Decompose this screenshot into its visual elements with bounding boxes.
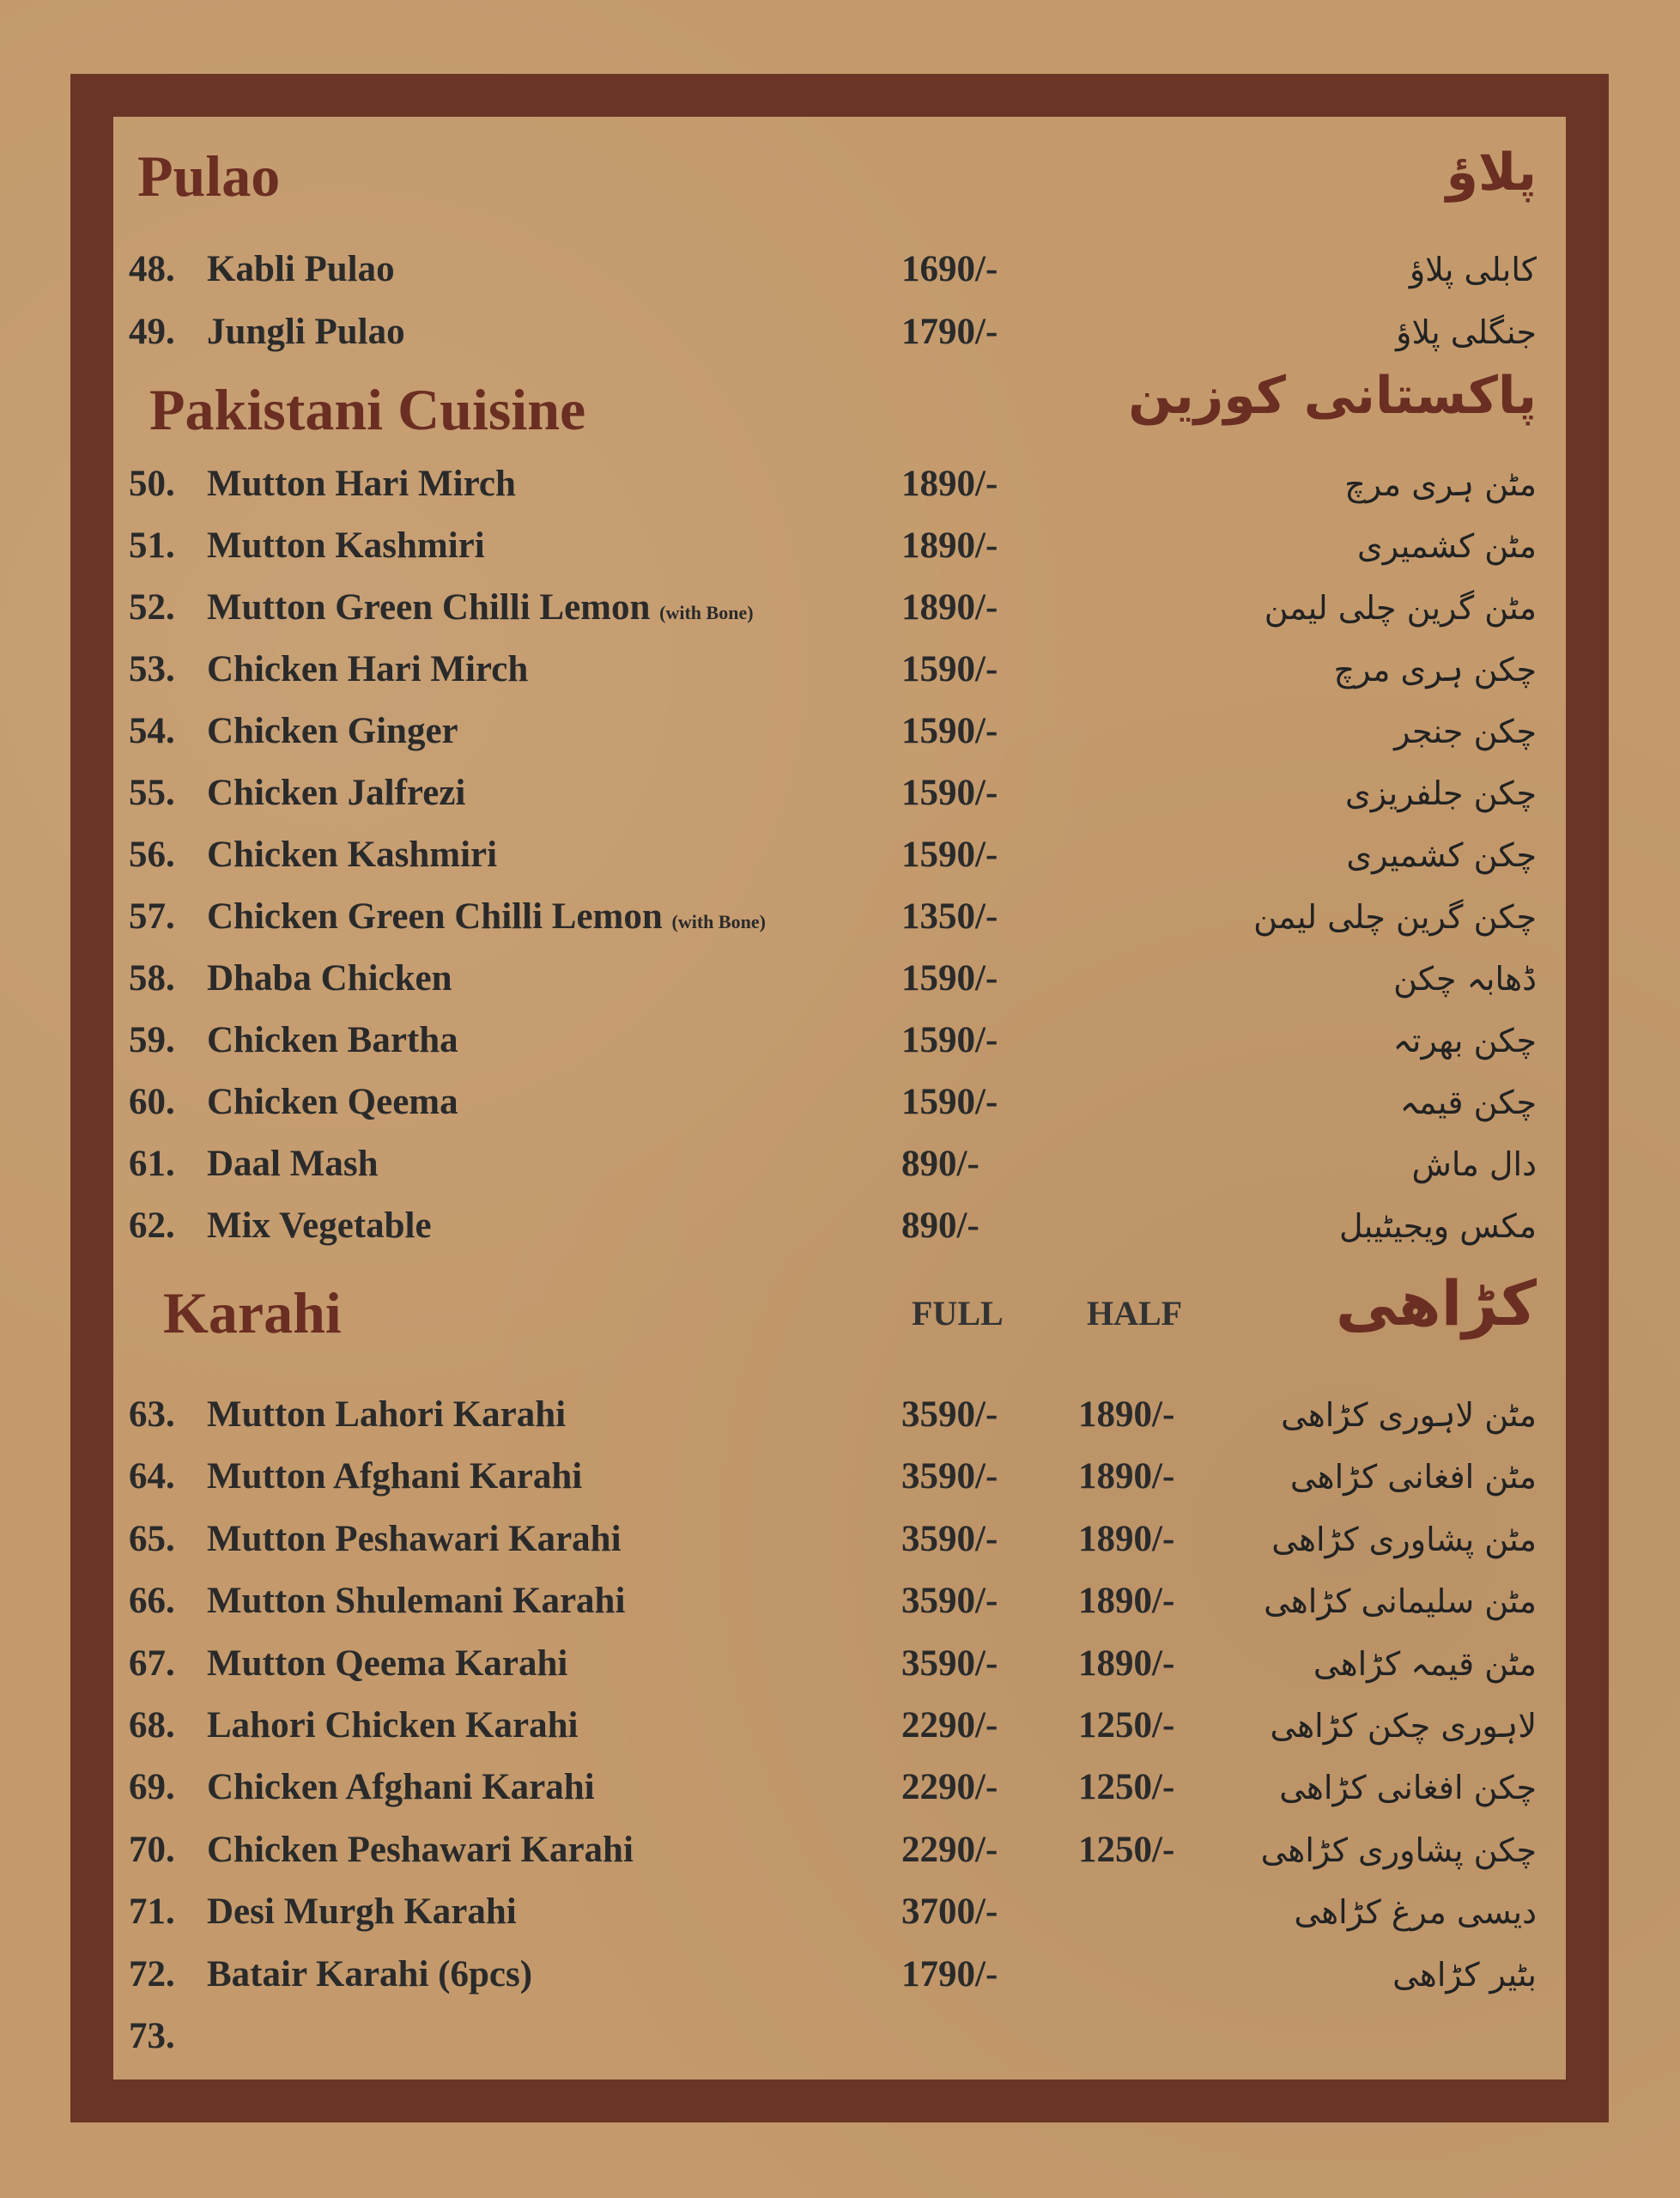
item-price-full: 3590/- [901,1394,998,1435]
item-number: 49. [129,312,175,352]
item-name-urdu: ڈھابہ چکن [1393,960,1537,998]
item-name-text: Chicken Ginger [207,711,458,751]
item-price-half: 1250/- [1078,1829,1175,1870]
item-price-full: 3590/- [901,1456,998,1497]
item-name [207,1825,634,1876]
item-name-urdu: مٹن ہری مرچ [1344,465,1537,503]
item-price: 1590/- [901,835,998,875]
menu-item-row [113,768,1566,819]
item-price-full: 2290/- [901,1705,998,1746]
item-price: 890/- [901,1205,979,1246]
menu-item-row [113,829,1566,881]
item-name-urdu: کابلی پلاؤ [1409,251,1537,288]
item-name-text: Mutton Afghani Karahi [207,1456,583,1497]
item-price-half: 1890/- [1078,1581,1175,1622]
column-header-half: HALF [1087,1294,1183,1333]
item-price: 1890/- [901,464,998,504]
item-name-urdu: دال ماش [1411,1145,1537,1183]
item-name-text: Mutton Shulemani Karahi [207,1581,626,1622]
menu-item-row [113,1200,1566,1252]
item-number: 60. [129,1082,175,1122]
item-name [207,1514,622,1565]
item-number: 53. [129,649,175,689]
item-name-text: Mix Vegetable [207,1205,432,1246]
item-number: 65. [129,1518,175,1559]
item-name-urdu: مٹن سلیمانی کڑاھی [1264,1582,1537,1621]
item-name-text: Chicken Jalfrezi [207,773,466,813]
item-price-half: 1890/- [1078,1394,1175,1435]
item-name-text: Mutton Qeema Karahi [207,1642,568,1684]
item-price: 1590/- [901,958,998,999]
item-name-urdu: چکن ہری مرچ [1333,651,1537,689]
item-number: 67. [129,1642,175,1684]
item-name [207,829,497,881]
menu-item-row [113,1576,1566,1627]
menu-item-row [113,1886,1566,1938]
item-number: 61. [129,1144,175,1184]
item-price-full: 1790/- [901,1953,998,1995]
menu-item-row [113,1077,1566,1128]
item-note: (with Bone) [659,602,754,623]
menu-item-row [113,1138,1566,1190]
item-number: 66. [129,1581,175,1622]
item-name [207,244,395,295]
item-price: 1790/- [901,312,998,352]
item-name-urdu: دیسی مرغ کڑاھی [1294,1893,1537,1932]
section-title-pakistani-cuisine-urdu: پاکستانی کوزین [1128,366,1537,426]
section-title-pulao-urdu: پلاؤ [1446,143,1537,203]
item-name-text: Chicken Kashmiri [207,835,498,875]
item-name [207,891,766,948]
item-price: 890/- [901,1144,979,1184]
item-name [207,644,528,695]
item-name-urdu: چکن گرین چلی لیمن [1253,898,1537,936]
item-price: 1590/- [901,773,998,813]
item-number: 72. [129,1953,175,1995]
item-name-text: Mutton Kashmiri [207,525,485,566]
item-name [207,1200,432,1252]
item-number: 62. [129,1205,175,1246]
item-price-half: 1890/- [1078,1642,1175,1684]
item-price-half: 1250/- [1078,1705,1175,1746]
section-title-karahi-urdu: کڑاھی [1335,1267,1537,1339]
item-number: 69. [129,1767,175,1808]
section-title-pakistani-cuisine: Pakistani Cuisine [149,377,586,442]
item-name [207,1015,458,1066]
item-number: 68. [129,1705,175,1746]
menu-item-row [113,1015,1566,1066]
item-price-full: 2290/- [901,1829,998,1870]
item-name-urdu: چکن جنجر [1394,713,1537,750]
item-name [207,953,452,1005]
menu-item-row [113,1451,1566,1503]
item-name-urdu: چکن پشاوری کڑاھی [1260,1831,1537,1869]
item-number: 63. [129,1394,175,1435]
menu-item-row [113,458,1566,510]
section-title-karahi: Karahi [163,1280,342,1345]
menu-item-row [113,582,1566,634]
menu-item-row [113,891,1566,943]
item-name-text: Batair Karahi (6pcs) [207,1953,533,1995]
menu-item-row [113,1825,1566,1876]
item-price-full: 3590/- [901,1642,998,1684]
item-name [207,1638,567,1690]
item-price: 1590/- [901,649,998,689]
menu-item-row [113,1762,1566,1813]
item-number: 55. [129,773,175,813]
item-name [207,1886,517,1938]
item-name [207,1700,578,1752]
item-name [207,1077,458,1128]
item-price-half: 1890/- [1078,1456,1175,1497]
item-price: 1690/- [901,249,998,289]
item-name-text: Kabli Pulao [207,249,395,289]
item-number: 56. [129,835,175,875]
menu-item-row [113,2011,1566,2062]
item-price-half: 1250/- [1078,1767,1175,1808]
item-number: 54. [129,711,175,751]
item-name-urdu: چکن کشمیری [1346,836,1537,874]
item-name-text: Lahori Chicken Karahi [207,1705,579,1746]
item-name [207,582,754,639]
item-price-full: 2290/- [901,1767,998,1808]
section-title-pulao: Pulao [137,143,281,209]
item-name-text: Dhaba Chicken [207,958,452,999]
item-number: 52. [129,587,175,628]
menu-item-row [113,644,1566,695]
menu-item-row [113,307,1566,358]
item-name-urdu: لاہوری چکن کڑاھی [1270,1707,1537,1745]
item-note: (with Bone) [671,911,766,932]
item-name-urdu: جنگلی پلاؤ [1396,313,1537,351]
item-name-text: Chicken Green Chilli Lemon [207,896,663,937]
item-price: 1590/- [901,1020,998,1060]
item-name [207,1451,582,1503]
item-number: 73. [129,2016,175,2056]
item-name [207,1949,532,2001]
item-name-urdu: چکن قیمہ [1399,1084,1537,1121]
item-name [207,1576,625,1627]
item-number: 51. [129,525,175,566]
item-number: 70. [129,1829,175,1870]
item-number: 58. [129,958,175,999]
menu-item-row [113,244,1566,295]
item-name-urdu: مٹن قیمہ کڑاھی [1313,1644,1537,1683]
item-name-urdu: چکن افغانی کڑاھی [1279,1769,1537,1807]
item-price: 1890/- [901,525,998,566]
item-name-text: Mutton Green Chilli Lemon [207,587,651,628]
item-price-full: 3700/- [901,1891,998,1933]
item-price-half: 1890/- [1078,1518,1175,1559]
item-name [207,706,458,757]
item-name-urdu: مٹن کشمیری [1357,527,1537,565]
item-number: 48. [129,249,175,289]
menu-item-row [113,1949,1566,2001]
item-name [207,768,465,819]
item-name-urdu: مٹن گرین چلی لیمن [1264,589,1537,627]
item-name-urdu: چکن بھرتہ [1392,1022,1537,1060]
item-name-text: Chicken Peshawari Karahi [207,1829,634,1870]
item-number: 59. [129,1020,175,1060]
item-name-urdu: مکس ویجیٹیبل [1339,1207,1537,1245]
item-price: 1590/- [901,711,998,751]
item-name-urdu: مٹن لاہوری کڑاھی [1281,1396,1537,1434]
item-name-urdu: چکن جلفریزی [1344,774,1537,812]
item-number: 50. [129,464,175,504]
item-name-text: Mutton Lahori Karahi [207,1394,567,1435]
item-name [207,1138,378,1190]
menu-item-row [113,953,1566,1005]
item-price-full: 3590/- [901,1518,998,1559]
item-name [207,1389,566,1441]
item-name [207,520,485,572]
item-name-text: Chicken Bartha [207,1020,458,1060]
item-name [207,1762,595,1813]
menu-item-row [113,1638,1566,1690]
item-number: 71. [129,1891,175,1933]
item-name-text: Chicken Hari Mirch [207,649,529,689]
menu-page [113,117,1566,2080]
item-price: 1350/- [901,896,998,937]
item-name-text: Mutton Peshawari Karahi [207,1518,622,1559]
item-name [207,458,516,510]
item-name-text: Chicken Afghani Karahi [207,1767,595,1808]
item-name-urdu: مٹن افغانی کڑاھی [1289,1458,1537,1497]
item-price-full: 3590/- [901,1581,998,1622]
item-name-urdu: مٹن پشاوری کڑاھی [1271,1520,1537,1558]
item-name-text: Desi Murgh Karahi [207,1891,517,1933]
item-name [207,307,405,358]
item-price: 1890/- [901,587,998,628]
item-name-text: Jungli Pulao [207,312,405,352]
item-name-text: Daal Mash [207,1144,379,1184]
item-name-urdu: بٹیر کڑاھی [1392,1955,1537,1994]
menu-item-row [113,1700,1566,1752]
menu-item-row [113,1389,1566,1441]
menu-item-row [113,520,1566,572]
menu-item-row [113,1514,1566,1565]
item-price: 1590/- [901,1082,998,1122]
item-name-text: Mutton Hari Mirch [207,464,516,504]
column-header-full: FULL [912,1294,1004,1333]
item-name-text: Chicken Qeema [207,1082,458,1122]
item-number: 64. [129,1456,175,1497]
menu-item-row [113,706,1566,757]
item-number: 57. [129,896,175,937]
